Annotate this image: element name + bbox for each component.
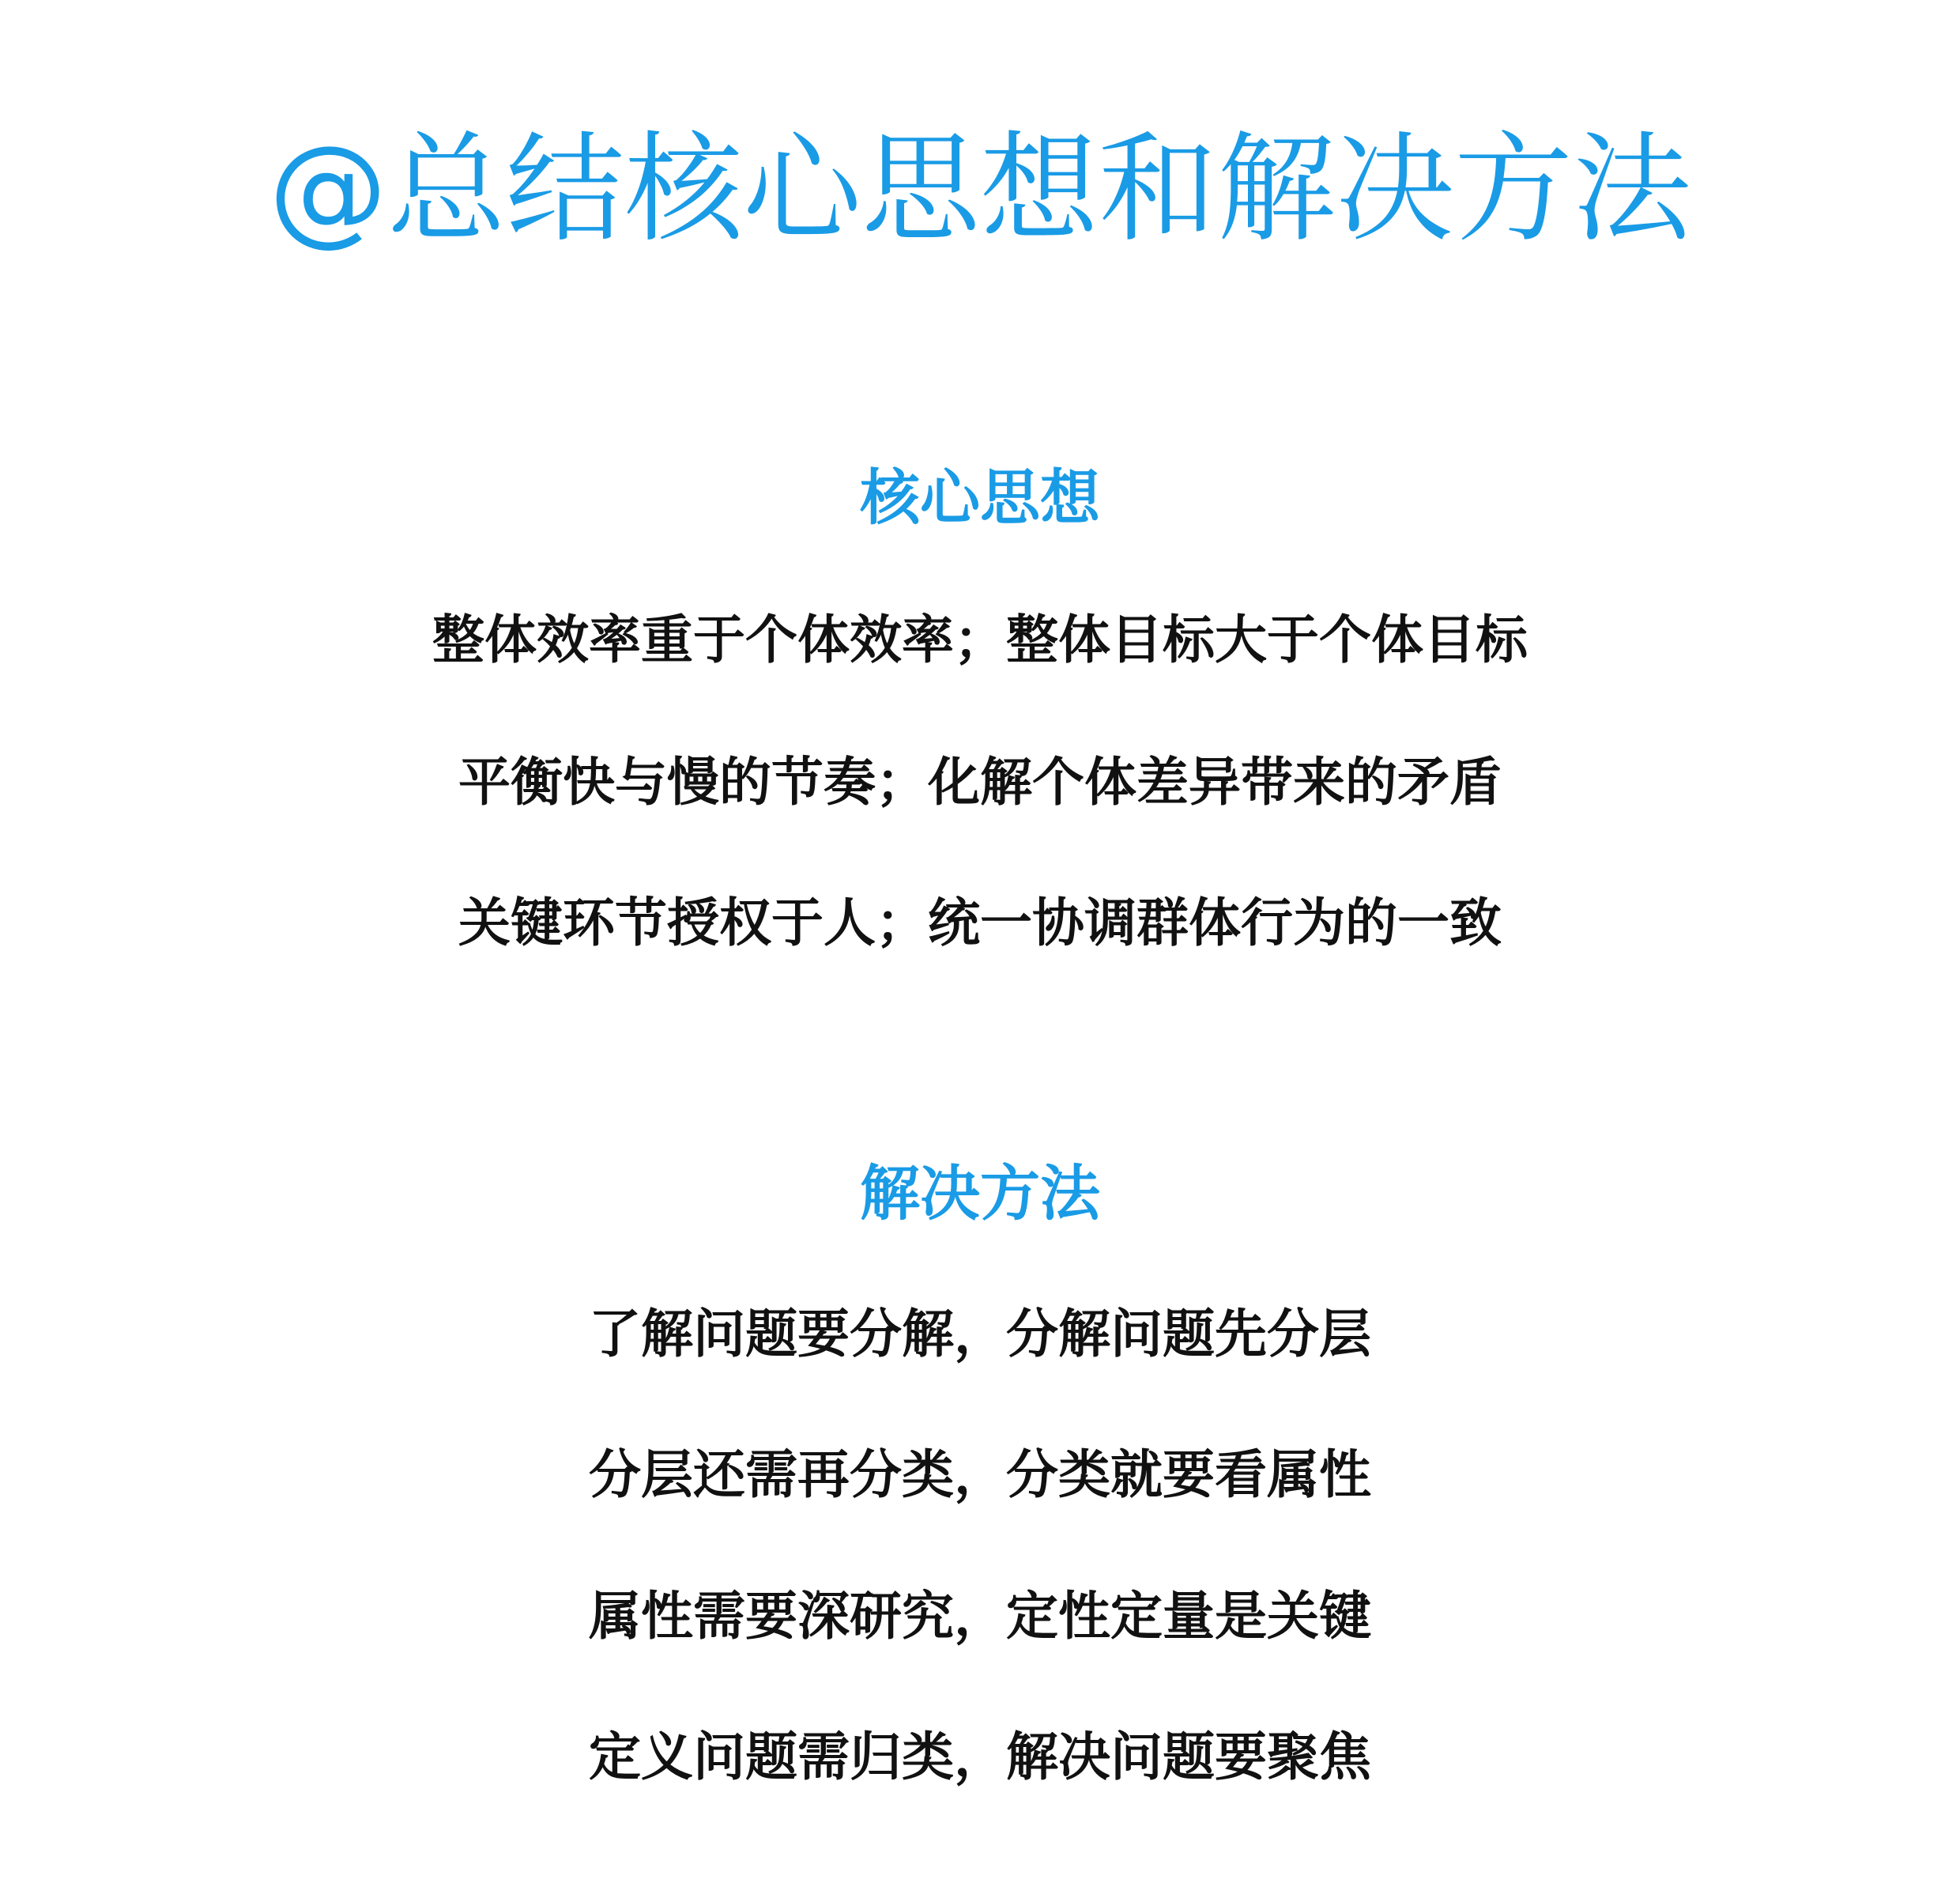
solution-line: 定义问题需归类，解决问题要聚焦 [589,1726,1371,1787]
core-idea-line: 整体效率重于个体效率；整体目标大于个体目标 [432,609,1528,670]
solution-line: 属性需要深研究，定性定量是关键 [589,1586,1371,1647]
core-idea-line: 平衡快与慢的节奏；化解个体差异带来的矛盾 [458,752,1502,813]
section-heading-solutions: 解决方法 [860,1158,1100,1228]
core-idea-line: 关键环节授权于人；统一协调群体行为的一致 [458,892,1502,953]
solution-line: 了解问题要分解，分解问题先分层 [589,1304,1371,1364]
page-title: @总结核心思想和解决方法 [268,121,1691,258]
section-heading-core-ideas: 核心思想 [860,462,1100,533]
solution-line: 分层还需再分类，分类就要看属性 [589,1444,1371,1505]
